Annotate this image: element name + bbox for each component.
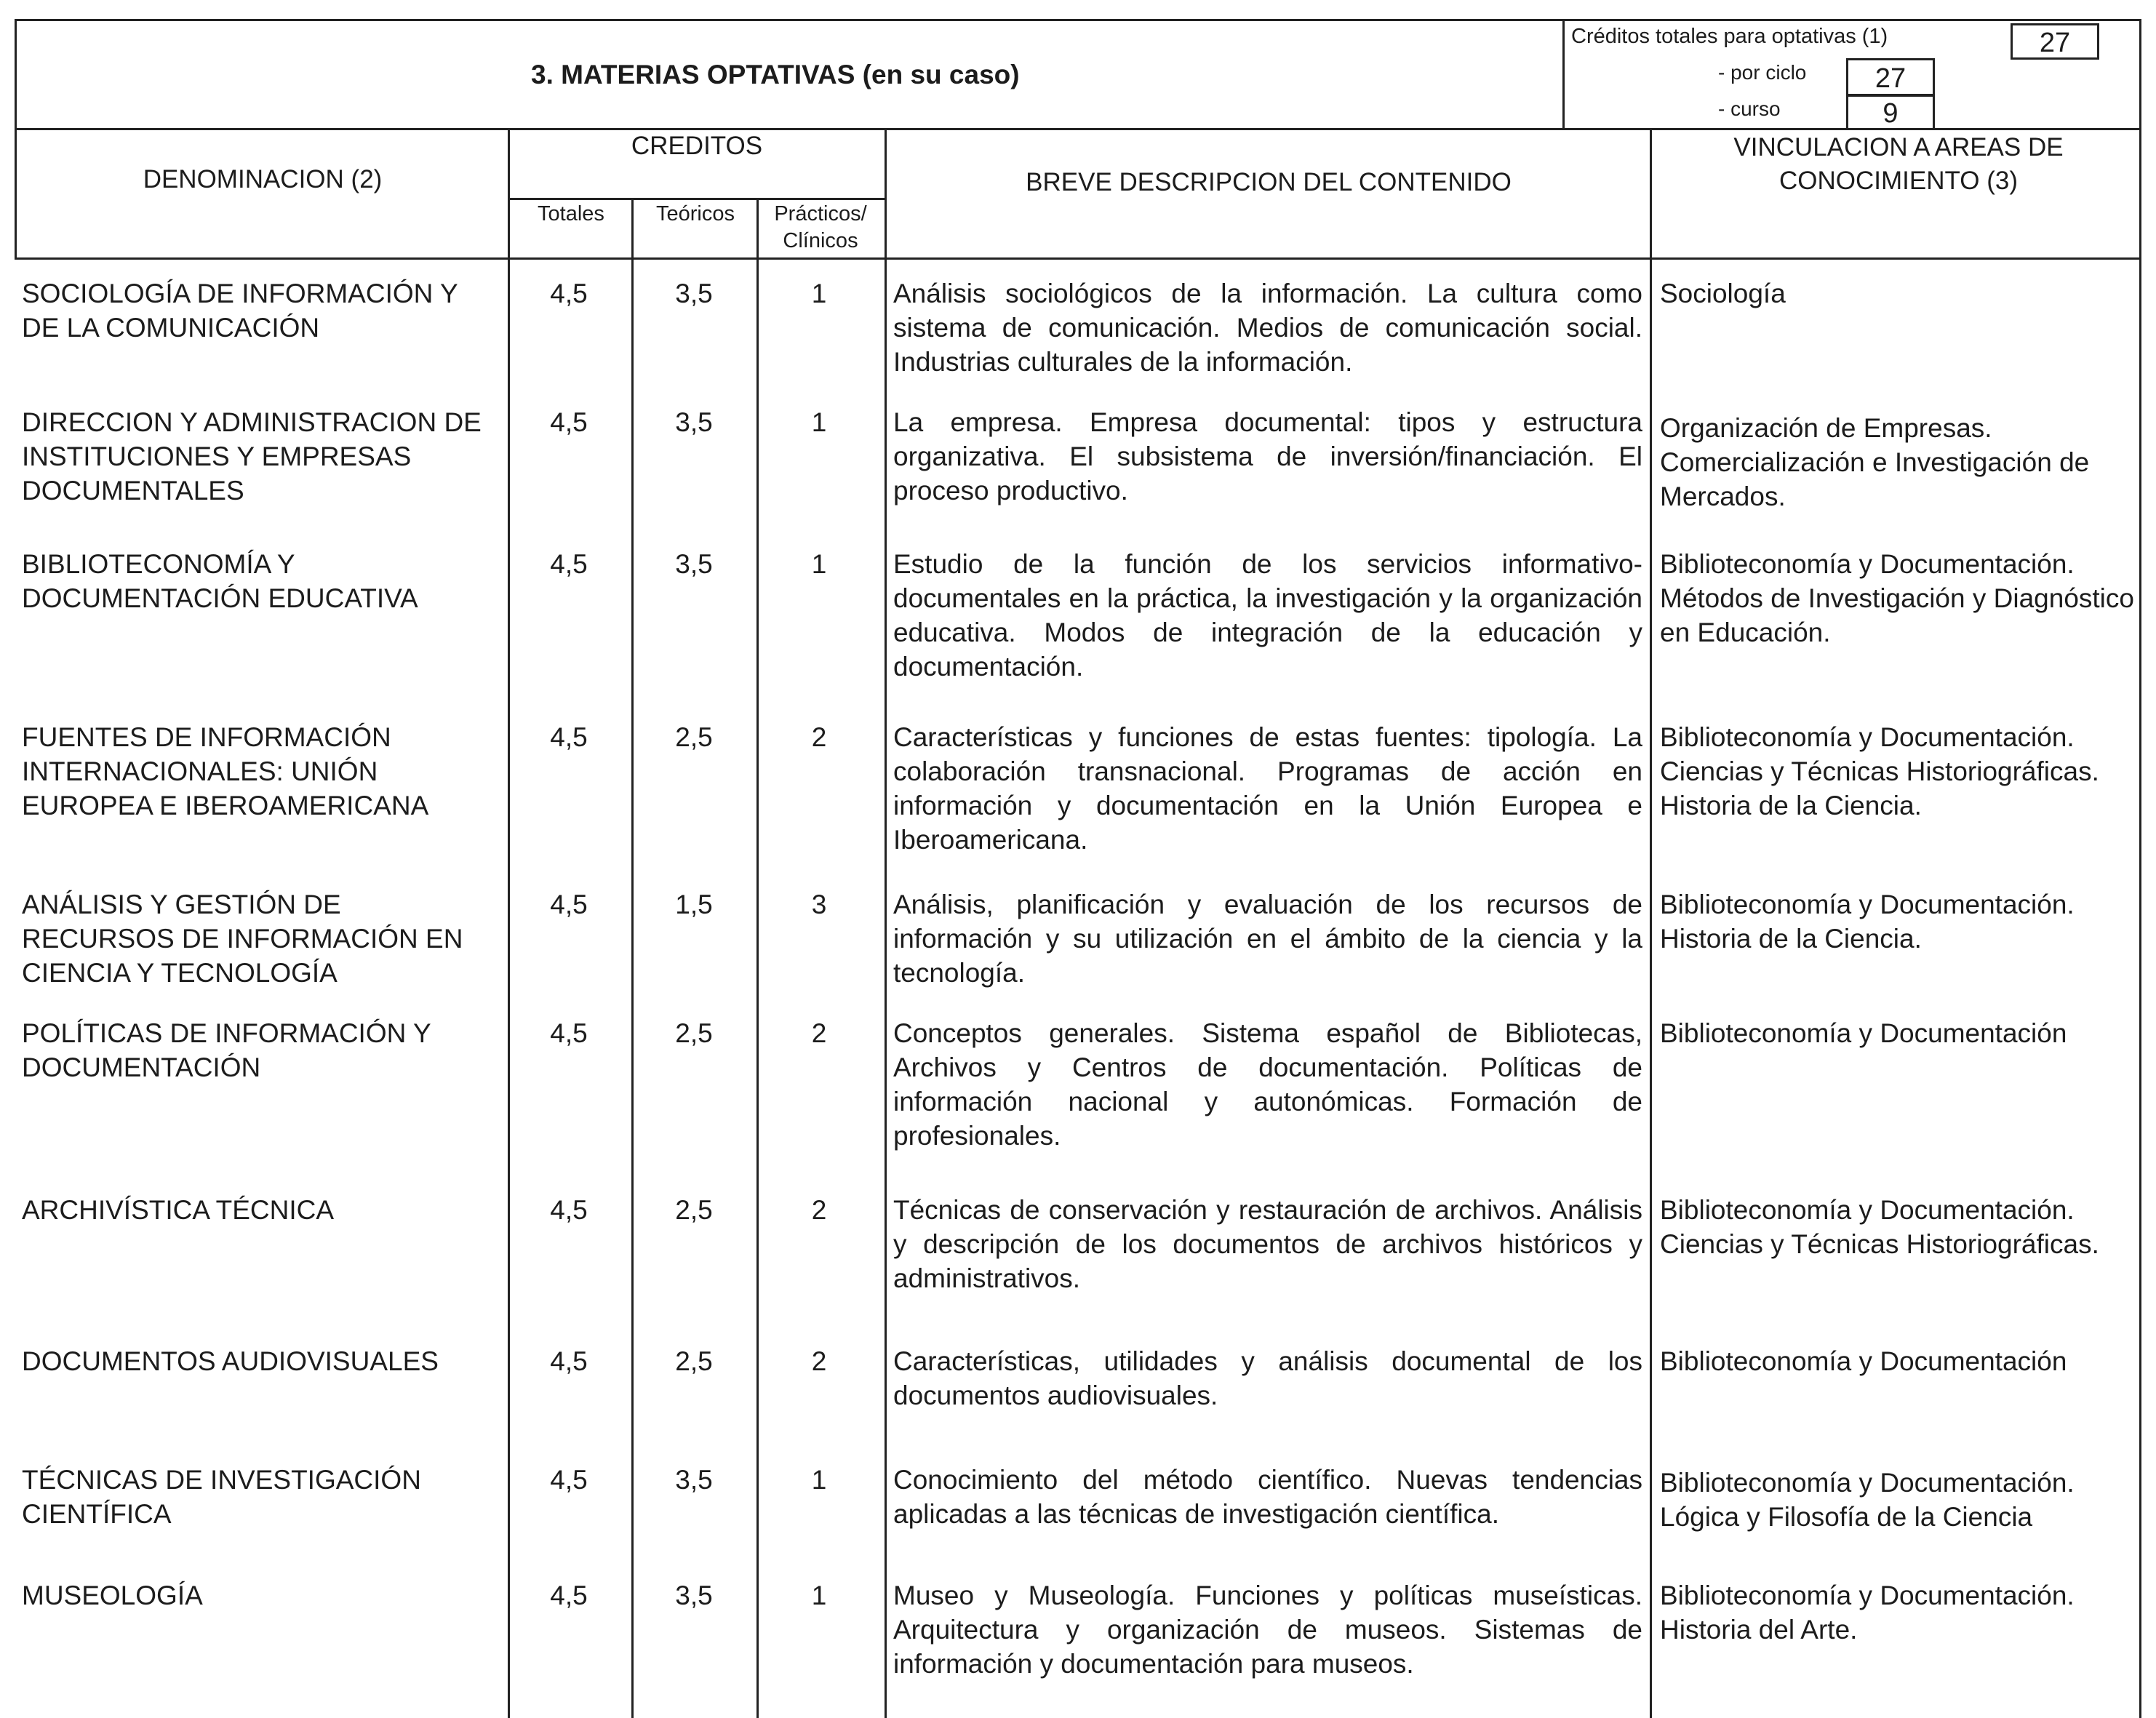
teoricos-header: Teóricos — [656, 202, 735, 225]
header-bottom-border — [15, 128, 2141, 130]
row-totales: 4,5 — [550, 1465, 588, 1495]
por-ciclo-label: - por ciclo — [1718, 61, 1807, 84]
col-line-4 — [885, 128, 887, 1718]
row-name: SOCIOLOGÍA DE INFORMACIÓN Y DE LA COMUNICACIÓN — [22, 279, 458, 343]
row-name: BIBLIOTECONOMÍA Y DOCUMENTACIÓN EDUCATIVA — [22, 549, 418, 613]
col-line-3 — [756, 198, 759, 1718]
row-practicos: 1 — [811, 549, 827, 579]
row-teoricos: 3,5 — [675, 279, 713, 308]
col-line-1 — [508, 128, 510, 1718]
row-area: Biblioteconomía y Documentación. Lógica y Filosofía de la Ciencia — [1660, 1468, 2075, 1532]
row-area: Biblioteconomía y Documentación — [1660, 1346, 2067, 1376]
creditos-subheader-line — [509, 198, 886, 200]
col-line-2 — [631, 198, 634, 1718]
row-totales: 4,5 — [550, 1581, 588, 1610]
row-area: Organización de Empresas. Comercialización e Investigación de Mercados. — [1660, 413, 2090, 511]
row-name: ANÁLISIS Y GESTIÓN DE RECURSOS DE INFORMACIÓN EN CIENCIA Y TECNOLOGÍA — [22, 890, 463, 988]
row-descripcion: Características y funciones de estas fuentes: tipología. La colaboración transnacional. Programas de acción en información y documentación en la Unión Europea e Iberoamericana. — [893, 722, 1642, 855]
creditos-totales-label: Créditos totales para optativas (1) — [1571, 25, 1888, 48]
row-teoricos: 3,5 — [675, 1465, 713, 1495]
row-teoricos: 2,5 — [675, 1195, 713, 1225]
row-descripcion: Museo y Museología. Funciones y políticas museísticas. Arquitectura y organización de museos. Sistemas de información y documentación para museos. — [893, 1581, 1642, 1679]
row-name: FUENTES DE INFORMACIÓN INTERNACIONALES: UNIÓN EUROPEA E IBEROAMERICANA — [22, 722, 429, 820]
row-name: ARCHIVÍSTICA TÉCNICA — [22, 1195, 335, 1225]
row-teoricos: 2,5 — [675, 722, 713, 752]
row-name: DIRECCION Y ADMINISTRACION DE INSTITUCIONES Y EMPRESAS DOCUMENTALES — [22, 407, 482, 506]
practicos-header: Prácticos/ Clínicos — [774, 202, 867, 252]
row-totales: 4,5 — [550, 722, 588, 752]
row-area: Biblioteconomía y Documentación. Ciencias y Técnicas Historiográficas. Historia de la Ciencia. — [1660, 722, 2099, 820]
row-totales: 4,5 — [550, 890, 588, 919]
col-line-5 — [1650, 128, 1652, 1718]
row-descripcion: La empresa. Empresa documental: tipos y estructura organizativa. El subsistema de inversión/financiación. El proceso productivo. — [893, 407, 1642, 506]
row-descripcion: Análisis, planificación y evaluación de los recursos de información y su utilización en el ámbito de la ciencia y la tecnología. — [893, 890, 1642, 988]
row-totales: 4,5 — [550, 1195, 588, 1225]
row-name: POLÍTICAS DE INFORMACIÓN Y DOCUMENTACIÓN — [22, 1018, 431, 1082]
row-practicos: 3 — [811, 890, 827, 919]
row-totales: 4,5 — [550, 279, 588, 308]
section-title: 3. MATERIAS OPTATIVAS (en su caso) — [531, 60, 1020, 89]
vinculacion-header: VINCULACION A AREAS DE CONOCIMIENTO (3) — [1733, 133, 2064, 195]
curso-box: 9 — [1846, 95, 1935, 129]
right-border — [2139, 19, 2141, 1718]
row-teoricos: 2,5 — [675, 1018, 713, 1048]
row-descripcion: Análisis sociológicos de la información. La cultura como sistema de comunicación. Medios de comunicación social. Industrias culturales de la información. — [893, 279, 1642, 377]
row-descripcion: Estudio de la función de los servicios informativo-documentales en la práctica, la investigación y la organización educativa. Modos de integración de la educación y documentación. — [893, 549, 1642, 682]
row-name: TÉCNICAS DE INVESTIGACIÓN CIENTÍFICA — [22, 1465, 421, 1529]
row-practicos: 2 — [811, 1346, 827, 1376]
row-area: Biblioteconomía y Documentación. Métodos de Investigación y Diagnóstico en Educación. — [1660, 549, 2134, 647]
left-border — [15, 19, 17, 259]
row-totales: 4,5 — [550, 1346, 588, 1376]
row-teoricos: 3,5 — [675, 549, 713, 579]
row-area: Biblioteconomía y Documentación. Ciencias y Técnicas Historiográficas. — [1660, 1195, 2099, 1259]
row-teoricos: 3,5 — [675, 1581, 713, 1610]
row-practicos: 1 — [811, 1581, 827, 1610]
creditos-header: CREDITOS — [631, 132, 763, 160]
row-descripcion: Conocimiento del método científico. Nuevas tendencias aplicadas a las técnicas de investigación científica. — [893, 1465, 1642, 1529]
row-teoricos: 1,5 — [675, 890, 713, 919]
row-area: Biblioteconomía y Documentación — [1660, 1018, 2067, 1048]
column-header-bottom-border — [15, 257, 2141, 260]
row-descripcion: Técnicas de conservación y restauración de archivos. Análisis y descripción de los documentos de archivos históricos y administrativos. — [893, 1195, 1642, 1293]
row-name: MUSEOLOGÍA — [22, 1581, 203, 1610]
row-area: Biblioteconomía y Documentación. Historia del Arte. — [1660, 1581, 2075, 1645]
row-totales: 4,5 — [550, 1018, 588, 1048]
por-ciclo-box: 27 — [1846, 58, 1935, 96]
row-practicos: 2 — [811, 1195, 827, 1225]
top-border — [15, 19, 2141, 21]
row-practicos: 2 — [811, 1018, 827, 1048]
row-area: Biblioteconomía y Documentación. Historia de la Ciencia. — [1660, 890, 2075, 954]
row-totales: 4,5 — [550, 407, 588, 437]
row-practicos: 1 — [811, 407, 827, 437]
row-practicos: 2 — [811, 722, 827, 752]
title-credits-divider — [1562, 19, 1565, 129]
descripcion-header: BREVE DESCRIPCION DEL CONTENIDO — [1026, 168, 1512, 196]
creditos-totales-box: 27 — [2011, 23, 2099, 60]
row-practicos: 1 — [811, 1465, 827, 1495]
row-totales: 4,5 — [550, 549, 588, 579]
row-descripcion: Conceptos generales. Sistema español de Bibliotecas, Archivos y Centros de documentación. Políticas de información nacional y autonómicas. Formación de profesionales. — [893, 1018, 1642, 1151]
row-name: DOCUMENTOS AUDIOVISUALES — [22, 1346, 439, 1376]
row-teoricos: 3,5 — [675, 407, 713, 437]
denominacion-header: DENOMINACION (2) — [143, 165, 383, 193]
totales-header: Totales — [538, 202, 604, 225]
row-descripcion: Características, utilidades y análisis documental de los documentos audiovisuales. — [893, 1346, 1642, 1410]
curso-label: - curso — [1718, 97, 1781, 120]
row-teoricos: 2,5 — [675, 1346, 713, 1376]
row-area: Sociología — [1660, 279, 1786, 308]
row-practicos: 1 — [811, 279, 827, 308]
